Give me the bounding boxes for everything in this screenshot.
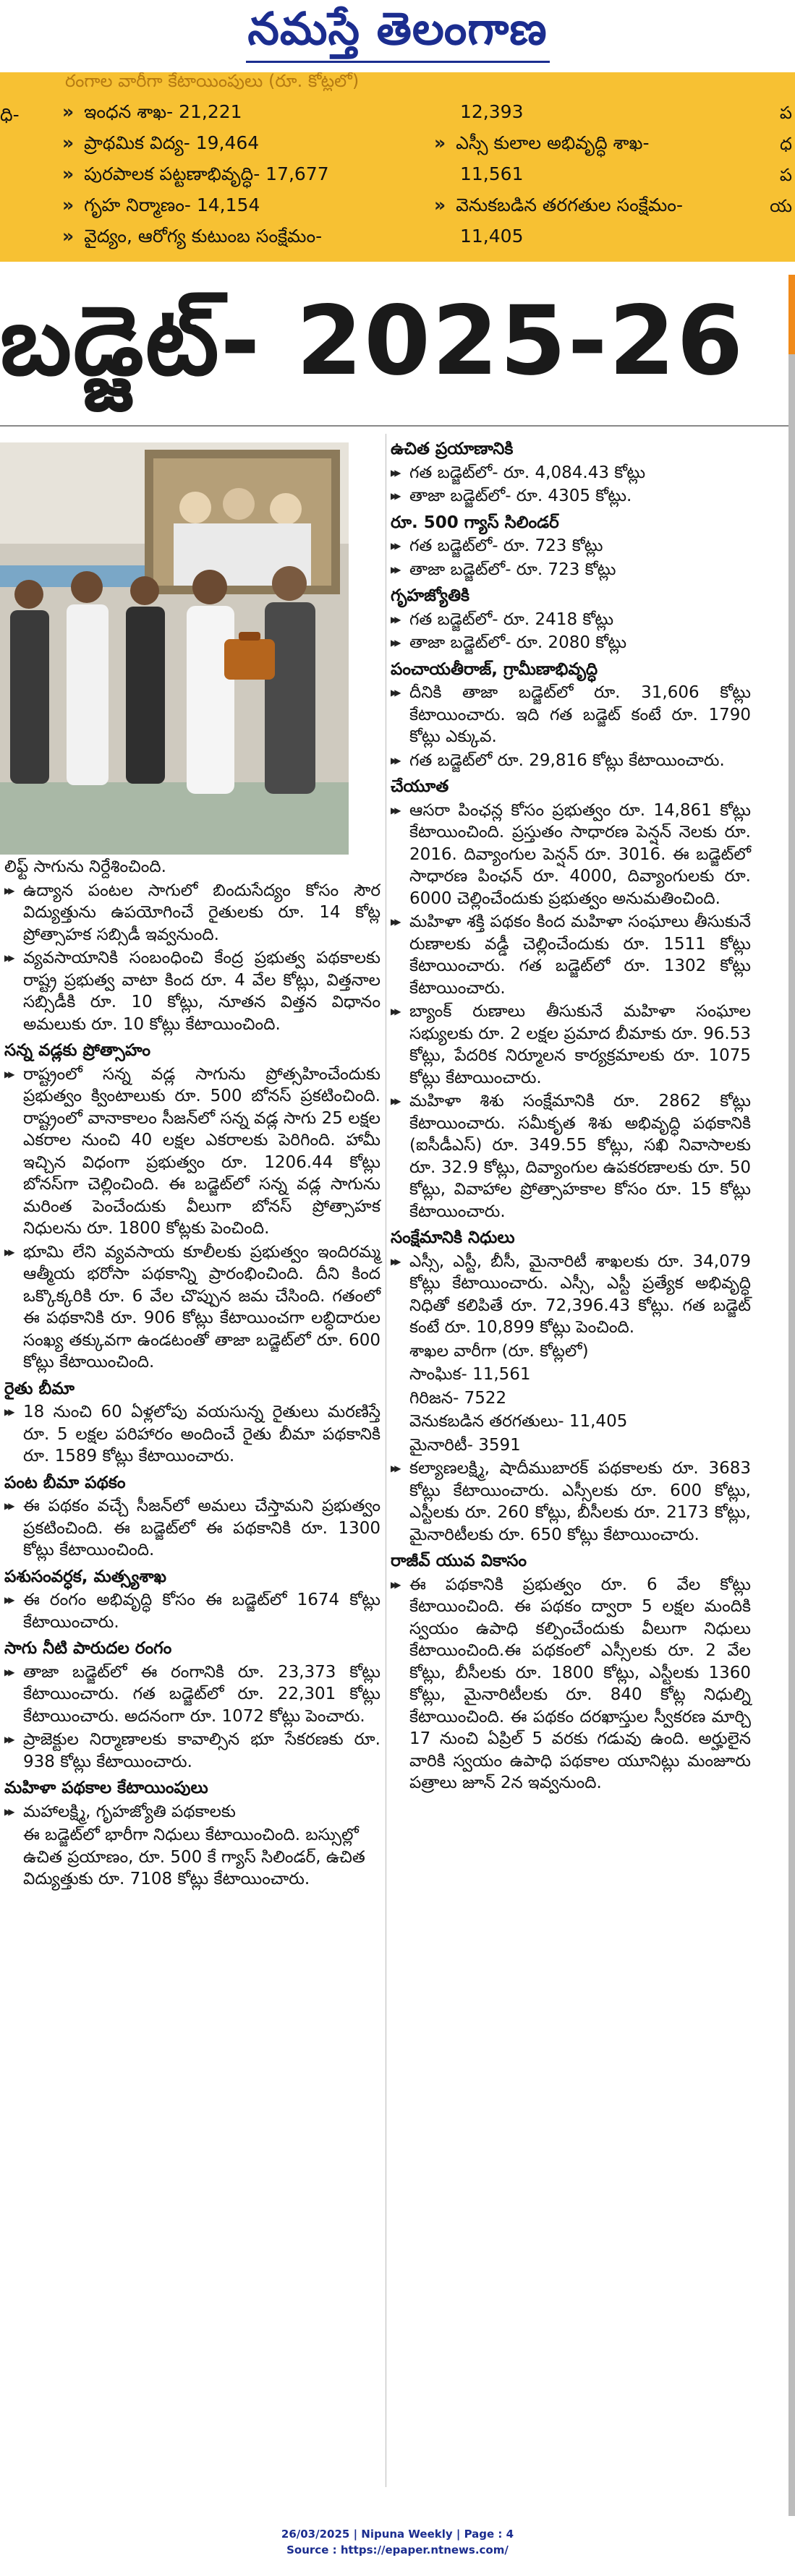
section-heading: ఉచిత ప్రయాణానికి <box>391 440 514 458</box>
bullet-paragraph: ▶▶ 18 నుంచి 60 ఏళ్లలోపు వయసున్న రైతులు మరణిస్తే రూ. 5 లక్షల పరిహారం అందించే రైతు బీమా పథకానికి రూ. 1589 కోట్లు కేటాయించారు. <box>4 1401 381 1468</box>
page-footer <box>0 2526 795 2558</box>
band-edge-char: ప <box>779 165 792 185</box>
bullet-paragraph: ▶▶ గత బడ్జెట్‌లో- రూ. 723 కోట్లు <box>391 535 751 557</box>
bullet-paragraph: ▶▶ కల్యాణలక్ష్మి, షాదీముబారక్ పథకాలకు రూ. 3683 కోట్లు కేటాయించారు. ఎస్సీలకు రూ. 600 కోట్లు, ఎస్టీలకు రూ. 260 కోట్లు, బీసీలకు రూ. 2173 కోట్లు, మైనారిటీలకు రూ. 650 కోట్లు కేటాయించారు. <box>391 1458 751 1546</box>
bullet-paragraph: ▶▶ తాజా బడ్జెట్‌లో- రూ. 4305 కోట్లు. <box>391 485 751 508</box>
section-heading: పశుసంవర్ధక, మత్స్యశాఖ <box>4 1567 166 1586</box>
photo-illustration <box>0 442 349 855</box>
paragraph: లిఫ్ట్ సాగును నిర్దేశించింది. <box>4 857 166 876</box>
section-heading: చేయూత <box>391 777 449 796</box>
bullet-paragraph: ▶▶ గత బడ్జెట్‌లో- రూ. 4,084.43 కోట్లు <box>391 462 751 484</box>
double-arrow-icon: » <box>62 101 75 122</box>
band-item: » పురపాలక పట్టణాభివృద్ధి- 17,677 <box>62 163 329 184</box>
bullet-paragraph: ▶▶ తాజా బడ్జెట్‌లో ఈ రంగానికి రూ. 23,373 కోట్లు కేటాయించారు. గత బడ్జెట్‌లో రూ. 22,301 కోట్లు కేటాయించారు. అదనంగా రూ. 1072 కోట్లు పెంచారు. <box>4 1661 381 1728</box>
footer-date-line: 26/03/2025 | Nipuna Weekly | Page : 4 <box>281 2528 514 2541</box>
band-edge-char: ప <box>779 103 792 123</box>
masthead <box>0 0 795 72</box>
bullet-paragraph: ▶▶ ఈ రంగం అభివృద్ధి కోసం ఈ బడ్జెట్‌లో 1674 కోట్లు కేటాయించారు. <box>4 1589 381 1633</box>
band-faded-heading: రంగాల వారీగా కేటాయింపులు (రూ. కోట్లలో) <box>65 72 360 91</box>
band-item: » ఇంధన శాఖ- 21,221 <box>62 101 242 122</box>
band-value: 12,393 <box>460 101 524 122</box>
section-heading: పంచాయతీరాజ్, గ్రామీణాభివృద్ధి <box>391 659 598 679</box>
bullet-paragraph: ▶▶ ఎస్సీ, ఎస్టీ, బీసీ, మైనారిటీ శాఖలకు రూ. 34,079 కోట్లు కేటాయించారు. ఎస్సీ, ఎస్టీ ప్రత్యేక అభివృద్ధి నిధితో కలిపితే రూ. 72,396.43 కోట్లు. గత బడ్జెట్ కంటే రూ. 10,899 కోట్లు పెంచింది. <box>391 1251 751 1339</box>
bullet-paragraph: ▶▶ దీనికి తాజా బడ్జెట్‌లో రూ. 31,606 కోట్లు కేటాయించారు. ఇది గత బడ్జెట్ కంటే రూ. 1790 కోట్లు ఎక్కువ. <box>391 682 751 748</box>
double-arrow-icon: » <box>62 132 75 153</box>
band-edge-char: య <box>770 196 792 216</box>
band-cut-text: ధి- <box>0 104 20 125</box>
bullet-paragraph: ▶▶ తాజా బడ్జెట్‌లో- రూ. 723 కోట్లు <box>391 559 751 581</box>
adjacent-page-accent <box>788 275 795 354</box>
band-item: » గృహ నిర్మాణం- 14,154 <box>62 194 260 215</box>
band-item: » వెనుకబడిన తరగతుల సంక్షేమం- <box>434 194 683 215</box>
bullet-paragraph: ▶▶ వ్యవసాయానికి సంబంధించి కేంద్ర ప్రభుత్వ పథకాలకు రాష్ట్ర ప్రభుత్వ వాటా కింద రూ. 4 వేల కోట్లు, విత్తనాల సబ్సిడీకి రూ. 10 కోట్లు, నూతన విత్తన విధానం అమలుకు రూ. 10 కోట్లు కేటాయించింది. <box>4 947 381 1035</box>
article-left-column <box>4 856 381 1892</box>
band-item: » వైద్యం, ఆరోగ్య కుటుంబ సంక్షేమం- <box>62 226 323 247</box>
band-value: 11,561 <box>460 163 524 184</box>
bullet-paragraph: ▶▶ ఈ పథకానికి ప్రభుత్వం రూ. 6 వేల కోట్లు కేటాయించింది. ఈ పథకం ద్వారా 5 లక్షల మందికి స్వయం ఉపాధి కల్పించేందుకు వీలుగా నిధులు కేటాయించింది.ఈ పథకంలో ఎస్సీలకు రూ. 2 వేల కోట్లు, బీసీలకు రూ. 1800 కోట్లు, ఎస్టీలకు 1360 కోట్లు, మైనారిటీలకు రూ. 840 కోట్ల నిధుల్ని కేటాయించింది. ఈ పథకం దరఖాస్తుల స్వీకరణ మార్చి 17 నుంచి ఏప్రిల్ 5 వరకు గడువు ఉంది. అర్హులైన వారికి స్వయం ఉపాధి పథకాల యూనిట్లు మంజూరు పత్రాలు జూన్ 2న ఇవ్వనుంది. <box>391 1574 751 1794</box>
paragraph: ఈ బడ్జెట్‌లో భారీగా నిధులు కేటాయించింది. బస్సుల్లో ఉచిత ప్రయాణం, రూ. 500 కే గ్యాస్ సిలిండర్, ఉచిత విద్యుత్తుకు రూ. 7108 కోట్లు కేటాయించారు. <box>23 1826 365 1888</box>
allocation-highlight-band <box>0 72 795 262</box>
band-edge-char: ధ <box>780 134 792 154</box>
bullet-paragraph: ▶▶ మహిళా శక్తి పథకం కింద మహిళా సంఘాలు తీసుకునే రుణాలకు వడ్డీ చెల్లించేందుకు రూ. 1511 కోట్లు కేటాయించారు. గత బడ్జెట్‌లో రూ. 1302 కోట్లు కేటాయించారు. <box>391 911 751 999</box>
adjacent-page-edge <box>788 275 795 2516</box>
section-heading: సన్న వడ్లకు ప్రోత్సాహం <box>4 1041 150 1060</box>
section-heading: మహిళా పథకాల కేటాయింపులు <box>4 1779 208 1797</box>
bullet-paragraph: ▶▶ ఆసరా పింఛన్ల కోసం ప్రభుత్వం రూ. 14,861 కోట్లు కేటాయించింది. ప్రస్తుతం సాధారణ పెన్షన్ నెలకు రూ. 2016. దివ్యాంగుల పెన్షన్ రూ. 3016. ఈ బడ్జెట్‌లో సాధారణ పింఛన్ రూ. 4000, దివ్యాంగులకు రూ. 6000 చెల్లించేందుకు ప్రభుత్వం అనుమతించింది. <box>391 800 751 910</box>
masthead-underline <box>246 61 550 63</box>
divider <box>0 425 795 427</box>
double-arrow-icon: » <box>62 163 75 184</box>
bullet-paragraph: ▶▶ మహిళా శిశు సంక్షేమానికి రూ. 2862 కోట్లు కేటాయించారు. సమీకృత శిశు అభివృద్ధి పథకానికి (ఐసీడీఎస్) రూ. 349.55 కోట్లు, సఖి నివాసాలకు రూ. 32.9 కోట్లు, దివ్యాంగుల ఉపకరణాలకు రూ. 50 కోట్లు, వివాహాల ప్రోత్సాహకాల కోసం రూ. 15 కోట్లు కేటాయించారు. <box>391 1090 751 1223</box>
bullet-paragraph: ▶▶ గత బడ్జెట్‌లో రూ. 29,816 కోట్లు కేటాయించారు. <box>391 750 751 772</box>
bullet-paragraph: ▶▶ ఈ పథకం వచ్చే సీజన్‌లో అమలు చేస్తామని ప్రభుత్వం ప్రకటించింది. ఈ బడ్జెట్‌లో ఈ పథకానికి రూ. 1300 కోట్లు కేటాయించింది. <box>4 1495 381 1562</box>
section-heading: రైతు బీమా <box>4 1379 75 1398</box>
band-item: » ఎస్సీ కులాల అభివృద్ధి శాఖ- <box>434 132 650 153</box>
section-heading: సంక్షేమానికి నిధులు <box>391 1228 515 1247</box>
double-arrow-icon: » <box>434 194 446 215</box>
band-value: 11,405 <box>460 226 524 247</box>
double-arrow-icon: » <box>62 194 75 215</box>
band-item: » ప్రాథమిక విద్య- 19,464 <box>62 132 260 153</box>
bullet-paragraph: ▶▶ భూమి లేని వ్యవసాయ కూలీలకు ప్రభుత్వం ఇందిరమ్మ ఆత్మీయ భరోసా పథకాన్ని ప్రారంభించింది. దీని కింద ఒక్కొక్కరికి రూ. 6 వేల చొప్పున జమ చేసింది. గతంలో ఈ పథకానికి రూ. 906 కోట్లు కేటాయించగా లబ్ధిదారుల సంఖ్య తక్కువగా ఉండటంతో తాజా బడ్జెట్‌లో రూ. 600 కోట్లు కేటాయించింది. <box>4 1241 381 1374</box>
bullet-paragraph: ▶▶ గత బడ్జెట్‌లో- రూ. 2418 కోట్లు <box>391 609 751 631</box>
budget-presentation-photo <box>0 442 349 855</box>
double-arrow-icon: » <box>62 226 75 247</box>
paragraph: వెనుకబడిన తరగతులు- 11,405 <box>409 1412 628 1431</box>
bullet-paragraph: ▶▶ ప్రాజెక్టుల నిర్మాణాలకు కావాల్సిన భూ సేకరణకు రూ. 938 కోట్లు కేటాయించారు. <box>4 1729 381 1773</box>
article-right-column <box>391 434 751 1796</box>
double-arrow-icon: » <box>434 132 446 153</box>
bullet-paragraph: ▶▶ మహాలక్ష్మి, గృహజ్యోతి పథకాలకు <box>4 1801 381 1823</box>
bullet-paragraph: ▶▶ తాజా బడ్జెట్‌లో- రూ. 2080 కోట్లు <box>391 632 751 654</box>
paragraph: మైనారిటీ- 3591 <box>409 1435 521 1455</box>
bullet-paragraph: ▶▶ బ్యాంక్ రుణాలు తీసుకునే మహిళా సంఘాల సభ్యులకు రూ. 2 లక్షల ప్రమాద బీమాకు రూ. 96.53 కోట్లు, పేదరిక నిర్మూలన కార్యక్రమాలకు రూ. 1075 కోట్లు కేటాయించారు. <box>391 1001 751 1089</box>
paragraph: శాఖల వారీగా (రూ. కోట్లలో) <box>409 1341 589 1361</box>
page-headline: బడ్జెట్- 2025-26 <box>0 286 745 397</box>
section-heading: గృహజ్యోతికి <box>391 586 470 605</box>
bullet-paragraph: ▶▶ ఉద్యాన పంటల సాగులో బిందుసేద్యం కోసం సౌర విద్యుత్తును ఉపయోగించే రైతులకు రూ. 14 కోట్ల ప్రోత్సాహక సబ్సిడీ ఇవ్వనుంది. <box>4 880 381 946</box>
footer-source-line: Source : https://epaper.ntnews.com/ <box>286 2543 509 2556</box>
paragraph: సాంఘిక- 11,561 <box>409 1365 531 1384</box>
section-heading: రాజీవ్ యువ వికాసం <box>391 1552 527 1570</box>
bullet-paragraph: ▶▶ రాష్ట్రంలో సన్న వడ్ల సాగును ప్రోత్సహించేందుకు ప్రభుత్వం క్వింటాలుకు రూ. 500 బోనస్ ప్రకటించింది. రాష్ట్రంలో వానాకాలం సీజన్‌లో సన్న వడ్ల సాగు 25 లక్షల ఎకరాల నుంచి 40 లక్షల ఎకరాలకు పెరిగింది. హామీ ఇచ్చిన విధంగా ప్రభుత్వం రూ. 1206.44 కోట్లు బోనస్‌గా చెల్లించింది. ఈ బడ్జెట్‌లో సన్న వడ్ల సాగును మరింత పెంచేందుకు వీలుగా బోనస్ ప్రోత్సాహక నిధులను రూ. 1800 కోట్లకు పెంచింది. <box>4 1064 381 1240</box>
paragraph: గిరిజన- 7522 <box>409 1388 507 1408</box>
newspaper-title: నమస్తే తెలంగాణ <box>247 2 548 55</box>
section-heading: రూ. 500 గ్యాస్ సిలిండర్ <box>391 513 559 532</box>
section-heading: సాగు నీటి పారుదల రంగం <box>4 1639 172 1658</box>
section-heading: పంట బీమా పథకం <box>4 1473 126 1492</box>
